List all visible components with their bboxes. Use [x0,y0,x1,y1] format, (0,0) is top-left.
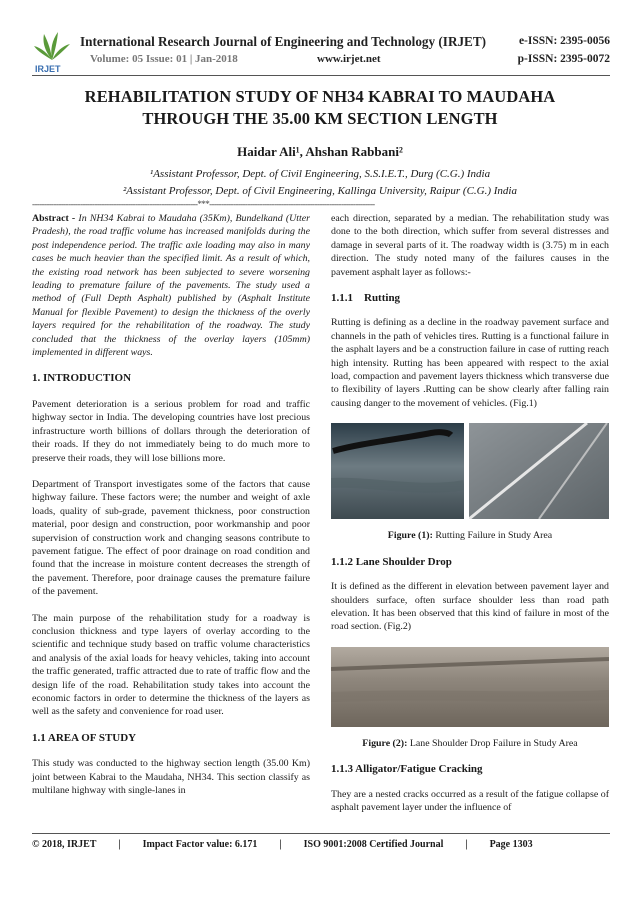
figure-2-caption [331,737,609,750]
affiliation-1: ¹Assistant Professor, Dept. of Civil Engineering, S.S.I.E.T., Durg (C.G.) India [149,168,491,180]
fatigue-cracking-heading: 1.1.3 Alligator/Fatigue Cracking [331,763,483,776]
website-link[interactable]: www.irjet.net [317,53,381,65]
irjet-logo-icon [32,30,72,74]
left-column [32,212,310,810]
page-footer [32,839,610,850]
p-issn: p-ISSN: 2395-0072 [517,53,610,65]
header-rule [32,75,610,76]
footer-iso: ISO 9001:2008 Certified Journal [303,839,444,850]
figure-2-label: Figure (2): [362,737,408,749]
area-of-study-paragraph: This study was conducted to the highway section length (35.00 Km) joint between Kabrai to the Maudaha, NH34. This section classify as multilane highway with single-lanes in [32,758,310,797]
figure-1-caption [331,529,609,542]
footer-separator-2: | [279,839,282,850]
rutting-photo-1 [331,423,464,519]
abstract-text: In NH34 Kabrai to Maudaha (35Km), Bundelkand (Utter Pradesh), the road traffic volume has increased manifolds during the post independence period. The traffic axle loading may also in many cases be much heavier than the specified limit. As a result of which, the existing road network has been subjected to severe worsening leading to premature failure of the pavements. The study used a method of (Full Depth Asphalt) published by (Asphalt Institute Manual for flexible Pavement) to design the thickness of the overly layers required for the rehabilitation of the roadway. The study concluded that the thickness of the overlay layers (105mm) implemented in different ways. [32,213,310,359]
e-issn: e-ISSN: 2395-0056 [518,35,610,47]
rutting-photo-2 [469,423,609,519]
volume-issue: Volume: 05 Issue: 01 | Jan-2018 [90,53,238,65]
rutting-heading [331,292,609,305]
figure-2-text: Lane Shoulder Drop Failure in Study Area [407,737,578,749]
authors: Haidar Ali¹, Ahshan Rabbani² [237,144,403,159]
affiliation-2: ²Assistant Professor, Dept. of Civil Engineering, Kallinga University, Raipur (C.G.) India [123,185,517,197]
shoulder-drop-heading: 1.1.2 Lane Shoulder Drop [331,555,452,568]
shoulder-drop-paragraph: It is defined as the different in elevation between pavement layer and shoulders surface, often surface shoulder less than road path elevation. It has been observed that this kind of failure in most of the road section. (Fig.2) [331,581,609,633]
footer-separator-1: | [118,839,121,850]
right-paragraph-1: each direction, separated by a median. The rehabilitation study was done to the both direction, which suffer from several distresses and damage in several parts of it. The roadway width is (3.75) m in each direction. The study noted many of the failures causes in the pavement asphalt layer as follows:- [331,213,609,278]
right-column [331,212,609,827]
intro-paragraph-3: The main purpose of the rehabilitation study for a roadway is conclusion thickness and type layers of overlay according to the scientific and technique study based on traffic volume characteristics and analysis of the axial loads for heavy vehicles, taking into account the traffic generated, traffic attracted due to rate of traffic flow and the design life of the road. Rehabilitation study takes into account the economic factors in order to determine the thickness of the layers as well as the safety and convenience for road user. [32,612,310,718]
footer-impact-factor: Impact Factor value: 6.171 [142,839,258,850]
journal-header [32,30,610,74]
figure-1-label: Figure (1): [387,530,433,542]
separator-line: ---------------------------------------------------------------------***--------------------------------------------------------------------- [32,199,375,209]
fatigue-cracking-paragraph: They are a nested cracks occurred as a result of the fatigue collapse of asphalt pavement layer under the influence of [331,788,609,813]
shoulder-drop-photo [331,647,609,727]
introduction-heading: 1. INTRODUCTION [32,372,132,385]
footer-separator-3: | [465,839,468,850]
rutting-title: Rutting [364,292,401,305]
intro-paragraph-1: Pavement deterioration is a serious problem for road and traffic highway sector in India. The developing countries have lost precious infrastructure worth billions of dollars through the deterioration of their roads. If they do not immediately being to do much more to preserve their roads, they will lose billions more. [32,398,310,464]
title-line-1: REHABILITATION STUDY OF NH34 KABRAI TO MAUDAHA [84,87,556,106]
footer-copyright: © 2018, IRJET [32,839,97,850]
area-of-study-heading: 1.1 AREA OF STUDY [32,731,137,744]
rutting-number: 1.1.1 [331,292,353,305]
abstract-label: Abstract - [32,213,79,224]
footer-page-number: Page 1303 [489,839,533,850]
intro-paragraph-2: Department of Transport investigates some of the factors that cause highway failure. These factors were; the number and weight of axle loads, quality of sub-grade, pavement thickness, poor construction material, poor design and construction, poor workmanship and poor supervision of construction work and changing seasons contribute to pavement fatigue. The effect of poor drainage on road condition and found that the increase in moisture content decreases the strength of the pavement. Therefore, poor drainage causes the premature failure of the pavement. [32,478,310,598]
paper-title [40,86,600,130]
figure-1-images [331,423,609,519]
title-line-2: THROUGH THE 35.00 KM SECTION LENGTH [142,109,498,128]
journal-title: International Research Journal of Engineering and Technology (IRJET) [80,34,487,49]
logo-text: IRJET [35,64,61,74]
footer-rule [32,833,610,834]
figure-1-text: Rutting Failure in Study Area [432,530,553,542]
abstract [32,212,310,359]
rutting-paragraph: Rutting is defining as a decline in the roadway pavement surface and channels in the path of vehicles tires. Rutting is a functional failure in the asphalt layers and be a construction failure in case of rutting reach high intensity. Rutting has been appeared with respect to the axial load, compaction and pavement layers thickness which transverse due to flexibility of layers .Rutting can be show clearly after falling rain causing danger to the movement of vehicles. (Fig.1) [331,317,609,409]
